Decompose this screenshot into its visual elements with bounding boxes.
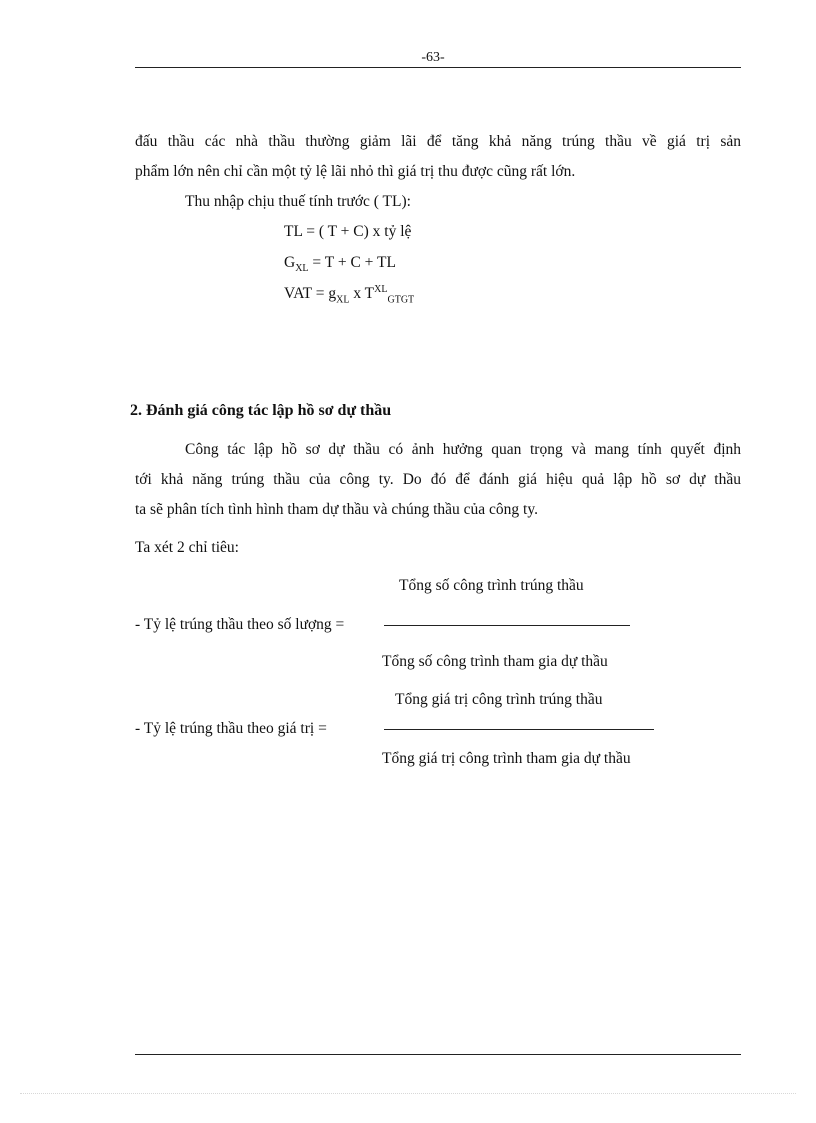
ratio1-numerator: Tổng số công trình trúng thầu	[399, 577, 584, 594]
paragraph-line: Công tác lập hồ sơ dự thầu có ảnh hưởng quan trọng và mang tính quyết định	[185, 441, 741, 458]
ratio2-numerator: Tổng giá trị công trình trúng thầu	[395, 691, 603, 708]
ratio1-fraction-bar	[384, 625, 630, 626]
paragraph-line: tới khả năng trúng thầu của công ty. Do đó để đánh giá hiệu quả lập hồ sơ dự thầu	[135, 471, 741, 488]
paragraph-line: đấu thầu các nhà thầu thường giảm lãi để tăng khả năng trúng thầu về giá trị sản	[135, 133, 741, 150]
formula-vat: VAT = $g_{XL}$ x $T^{XL}_{GTGT}$	[284, 284, 415, 306]
ratio2-fraction-bar	[384, 729, 654, 730]
page-edge	[20, 1093, 796, 1094]
paragraph-line: Thu nhập chịu thuế tính trước ( TL):	[185, 193, 411, 210]
section-heading: 2. Đánh giá công tác lập hồ sơ dự thầu	[130, 402, 392, 419]
formula-tl: TL = ( T + C) x tỷ lệ	[284, 223, 412, 240]
paragraph-line: phẩm lớn nên chỉ cần một tỷ lệ lãi nhỏ thì giá trị thu được cũng rất lớn.	[135, 163, 576, 180]
ratio1-denominator: Tổng số công trình tham gia dự thầu	[382, 653, 608, 670]
page-number: -63-	[421, 50, 445, 65]
ratio2-label: - Tỷ lệ trúng thầu theo giá trị =	[135, 720, 327, 737]
ratio1-label: - Tỷ lệ trúng thầu theo số lượng =	[135, 616, 345, 633]
paragraph-line: ta sẽ phân tích tình hình tham dự thầu và chúng thầu của công ty.	[135, 501, 538, 518]
criteria-intro: Ta xét 2 chỉ tiêu:	[135, 539, 239, 556]
ratio2-denominator: Tổng giá trị công trình tham gia dự thầu	[382, 750, 631, 767]
header-rule	[135, 67, 741, 68]
formula-gxl: $G_{XL} = T + C$ + TL	[284, 254, 396, 275]
footer-rule	[135, 1054, 741, 1055]
